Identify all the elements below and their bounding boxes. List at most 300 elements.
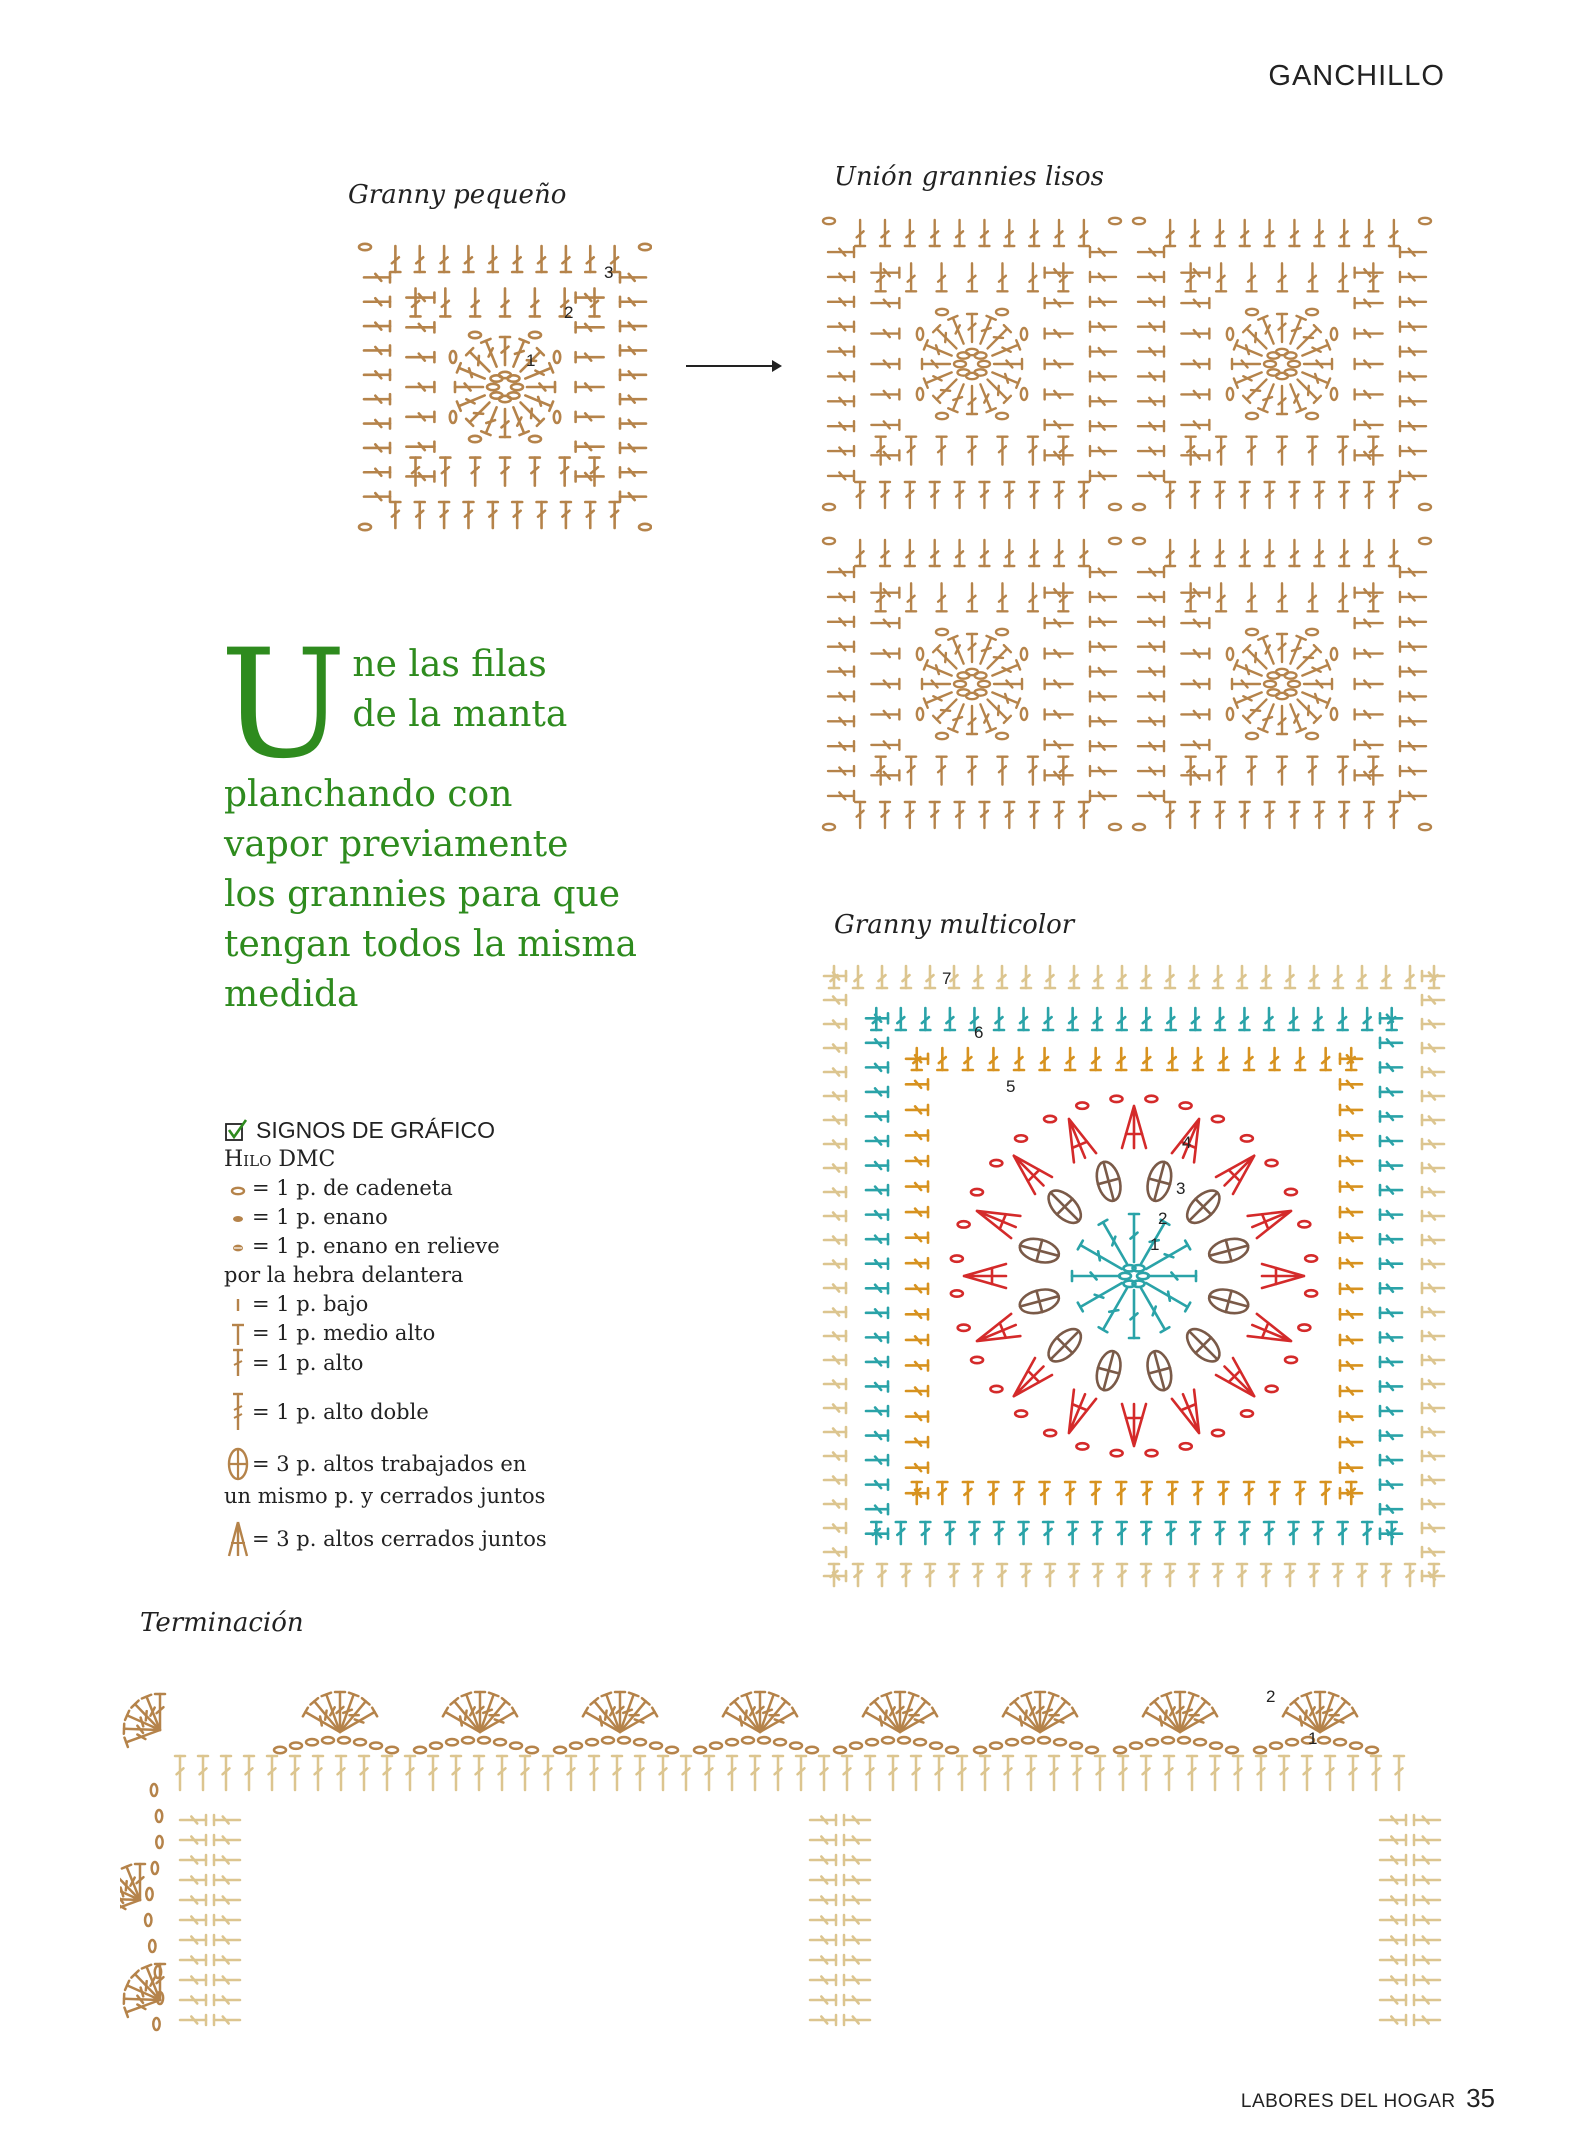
stitch-mark bbox=[992, 372, 1020, 387]
stitch-mark bbox=[1045, 740, 1073, 750]
stitch-mark bbox=[336, 1756, 346, 1790]
stitch-mark bbox=[1166, 1008, 1176, 1030]
granny-small-label-2: 2 bbox=[564, 303, 574, 322]
chain-mark bbox=[1076, 1102, 1088, 1108]
chain-mark bbox=[1111, 1450, 1123, 1456]
stitch-mark bbox=[1400, 642, 1426, 652]
stitch-mark bbox=[997, 437, 1007, 465]
stitch-mark bbox=[411, 458, 421, 486]
stitch-mark bbox=[866, 1381, 888, 1391]
stitch-mark bbox=[1014, 1048, 1024, 1070]
stitch-mark bbox=[1400, 421, 1426, 431]
stitch-mark bbox=[1165, 802, 1175, 828]
stitch-mark bbox=[1141, 966, 1151, 988]
chain-mark bbox=[1331, 708, 1337, 720]
chain-mark bbox=[1109, 824, 1121, 830]
stitch-mark bbox=[1164, 1756, 1174, 1790]
stitch-mark bbox=[1093, 1564, 1103, 1586]
stitch-mark bbox=[1069, 966, 1079, 988]
stitch-mark bbox=[1029, 482, 1039, 508]
stitch-mark bbox=[1068, 1008, 1078, 1030]
stitch-mark bbox=[866, 1308, 888, 1318]
stitch-mark bbox=[500, 337, 510, 365]
stitch-mark bbox=[1277, 386, 1287, 414]
stitch-mark bbox=[1381, 966, 1391, 988]
stitch-mark bbox=[451, 1756, 461, 1790]
stitch-mark bbox=[1355, 359, 1383, 369]
stitch-mark bbox=[1138, 371, 1164, 381]
stitch-mark bbox=[1295, 1482, 1305, 1504]
chain-mark bbox=[1306, 733, 1318, 739]
stitch-mark bbox=[842, 1756, 852, 1790]
stitch-mark bbox=[967, 706, 977, 734]
chain-mark bbox=[1130, 1742, 1142, 1748]
stitch-mark bbox=[1313, 1008, 1323, 1030]
stitch-mark bbox=[1338, 1008, 1348, 1030]
stitch-mark bbox=[828, 592, 854, 602]
quote-line: ne las filas bbox=[352, 644, 547, 685]
stitch-mark bbox=[214, 1935, 240, 1945]
stitch-mark bbox=[1422, 1403, 1444, 1413]
stitch-mark bbox=[1400, 691, 1426, 701]
chain-mark bbox=[1264, 361, 1276, 367]
stitch-mark bbox=[520, 1756, 530, 1790]
stitch-mark bbox=[1295, 1048, 1305, 1070]
stitch-mark bbox=[1234, 372, 1262, 387]
stitch-mark bbox=[1045, 649, 1073, 659]
stitch-mark bbox=[1079, 482, 1089, 508]
stitch-mark bbox=[906, 1207, 928, 1217]
legend-item bbox=[224, 1446, 644, 1482]
stitch-mark bbox=[1234, 340, 1262, 355]
stitch-mark bbox=[1355, 770, 1383, 780]
stitch-mark bbox=[1340, 1412, 1362, 1422]
legend-item-text: un mismo p. y cerrados juntos bbox=[224, 1484, 546, 1508]
stitch-mark bbox=[1028, 437, 1038, 465]
stitch-mark bbox=[973, 1564, 983, 1586]
stitch-mark bbox=[844, 1875, 870, 1885]
quote-line: los grannies para que bbox=[224, 874, 621, 915]
stitch-mark bbox=[1244, 1048, 1254, 1070]
stitch-mark bbox=[1181, 389, 1209, 399]
stitch-mark bbox=[1215, 540, 1225, 566]
stitch-mark bbox=[1244, 1482, 1254, 1504]
chain-mark bbox=[370, 1742, 382, 1748]
stitch-mark bbox=[364, 345, 390, 355]
stitch-mark bbox=[1380, 1357, 1402, 1367]
stitch-mark bbox=[866, 1406, 888, 1416]
stitch-mark bbox=[1333, 1564, 1343, 1586]
stitch-mark bbox=[979, 802, 989, 828]
stitch-mark bbox=[824, 1403, 846, 1413]
stitch-mark bbox=[906, 1182, 928, 1192]
chain-mark bbox=[634, 1739, 646, 1745]
stitch-mark bbox=[924, 372, 952, 387]
chain-mark bbox=[290, 1742, 302, 1748]
stitch-mark bbox=[828, 691, 854, 701]
granny-multi-label-4: 4 bbox=[1182, 1133, 1192, 1152]
stitch-mark bbox=[1414, 2015, 1440, 2025]
stitch-mark bbox=[180, 1855, 206, 1865]
stitch-mark bbox=[1240, 220, 1250, 246]
chain-mark bbox=[834, 1747, 846, 1753]
stitch-mark bbox=[620, 370, 646, 380]
stitch-mark bbox=[612, 1756, 622, 1790]
stitch-mark bbox=[1181, 268, 1209, 278]
chain-mark bbox=[1246, 413, 1258, 419]
stitch-mark bbox=[1380, 1406, 1402, 1416]
stitch-mark bbox=[828, 567, 854, 577]
stitch-mark bbox=[955, 540, 965, 566]
stitch-mark bbox=[537, 502, 547, 528]
stitch-mark bbox=[871, 298, 899, 308]
stitch-mark bbox=[1138, 791, 1164, 801]
stitch-mark bbox=[1045, 359, 1073, 369]
stitch-mark bbox=[543, 1756, 553, 1790]
stitch-mark bbox=[1090, 347, 1116, 357]
stitch-mark bbox=[1054, 482, 1064, 508]
stitch-mark bbox=[1090, 371, 1116, 381]
stitch-mark bbox=[828, 766, 854, 776]
stitch-mark bbox=[810, 1995, 836, 2005]
stitch-mark bbox=[773, 1756, 783, 1790]
stitch-mark bbox=[1355, 420, 1383, 430]
stitch-mark bbox=[1079, 802, 1089, 828]
decrease-mark bbox=[1005, 1147, 1052, 1194]
stitch-mark bbox=[415, 246, 425, 272]
stitch-mark bbox=[955, 482, 965, 508]
stitch-mark bbox=[1093, 966, 1103, 988]
chain-mark bbox=[1110, 1096, 1122, 1102]
chain-mark bbox=[1044, 1430, 1056, 1436]
stitch-mark bbox=[1422, 1451, 1444, 1461]
stitch-mark bbox=[828, 471, 854, 481]
stitch-mark bbox=[866, 1283, 888, 1293]
decrease-icon bbox=[225, 1519, 251, 1559]
stitch-mark bbox=[994, 1008, 1004, 1030]
stitch-mark bbox=[1400, 396, 1426, 406]
cluster-mark bbox=[1181, 1185, 1225, 1229]
stitch-mark bbox=[244, 1756, 254, 1790]
stitch-mark bbox=[1265, 220, 1275, 246]
granny-multi-label-7: 7 bbox=[942, 969, 952, 988]
legend-item-text: = 1 p. de cadeneta bbox=[252, 1176, 453, 1200]
stitch-mark bbox=[180, 1915, 206, 1925]
chain-mark bbox=[823, 504, 835, 510]
stitch-mark bbox=[1181, 770, 1209, 780]
chain-mark bbox=[978, 361, 990, 367]
chain-mark bbox=[1178, 1737, 1190, 1743]
stitch-mark bbox=[214, 1955, 240, 1965]
decrease-mark bbox=[1262, 1264, 1304, 1288]
stitch-mark bbox=[1218, 1048, 1228, 1070]
stitch-mark bbox=[1340, 1258, 1362, 1268]
stitch-mark bbox=[1368, 263, 1378, 291]
stitch-mark bbox=[1321, 1482, 1331, 1504]
chain-mark bbox=[446, 1739, 458, 1745]
chain-mark bbox=[1054, 1739, 1066, 1745]
stitch-mark bbox=[844, 1915, 870, 1925]
stitch-mark bbox=[1313, 1522, 1323, 1544]
stitch-mark bbox=[1321, 1048, 1331, 1070]
stitch-mark bbox=[855, 220, 865, 246]
caption-granny-small: Granny pequeño bbox=[348, 180, 567, 210]
shell-stitch-mark bbox=[590, 1698, 620, 1732]
stitch-mark bbox=[359, 1756, 369, 1790]
stitch-mark bbox=[1116, 1048, 1126, 1070]
stitch-mark bbox=[1138, 297, 1164, 307]
stitch-mark bbox=[994, 1522, 1004, 1544]
stitch-mark bbox=[1355, 649, 1383, 659]
stitch-mark bbox=[589, 288, 599, 316]
stitch-mark bbox=[906, 437, 916, 465]
stitch-mark bbox=[1165, 540, 1175, 566]
stitch-mark bbox=[824, 1067, 846, 1077]
stitch-mark bbox=[1380, 1332, 1402, 1342]
stitch-mark bbox=[1368, 583, 1378, 611]
chain-mark bbox=[951, 1290, 963, 1296]
chain-mark bbox=[742, 1737, 754, 1743]
chain-mark bbox=[936, 629, 948, 635]
stitch-mark bbox=[824, 995, 846, 1005]
stitch-mark bbox=[871, 588, 899, 598]
stitch-mark bbox=[537, 246, 547, 272]
stitch-mark bbox=[906, 1258, 928, 1268]
stitch-mark bbox=[1045, 679, 1073, 689]
chain-mark bbox=[823, 824, 835, 830]
stitch-mark bbox=[1019, 1522, 1029, 1544]
chain-mark bbox=[806, 1747, 818, 1753]
stitch-mark bbox=[470, 458, 480, 486]
double-crochet-icon bbox=[228, 1348, 248, 1378]
stitch-mark bbox=[866, 1161, 888, 1171]
stitch-mark bbox=[1355, 709, 1383, 719]
stitch-mark bbox=[1079, 540, 1089, 566]
chain-mark bbox=[1331, 328, 1337, 340]
stitch-mark bbox=[906, 1309, 928, 1319]
stitch-mark bbox=[1090, 766, 1116, 776]
decrease-mark bbox=[1122, 1404, 1146, 1446]
stitch-mark bbox=[1189, 1564, 1199, 1586]
stitch-mark bbox=[1216, 263, 1226, 291]
stitch-mark bbox=[1045, 770, 1073, 780]
stitch-mark bbox=[1422, 1283, 1444, 1293]
stitch-mark bbox=[1380, 1455, 1402, 1465]
stitch-mark bbox=[1414, 1815, 1440, 1825]
stitch-mark bbox=[973, 966, 983, 988]
stitch-mark bbox=[1004, 482, 1014, 508]
stitch-mark bbox=[824, 1019, 846, 1029]
stitch-mark bbox=[967, 386, 977, 414]
legend-item bbox=[224, 1203, 644, 1232]
stitch-mark bbox=[364, 492, 390, 502]
stitch-mark bbox=[620, 345, 646, 355]
stitch-mark bbox=[1422, 1187, 1444, 1197]
stitch-mark bbox=[364, 467, 390, 477]
stitch-mark bbox=[1187, 1756, 1197, 1790]
stitch-mark bbox=[906, 757, 916, 785]
stitch-mark bbox=[1339, 802, 1349, 828]
stitch-mark bbox=[866, 1504, 888, 1514]
chain-mark bbox=[494, 1739, 506, 1745]
stitch-mark bbox=[824, 1427, 846, 1437]
chain-mark bbox=[1021, 708, 1027, 720]
chain-mark bbox=[936, 733, 948, 739]
stitch-mark bbox=[1400, 322, 1426, 332]
stitch-mark bbox=[1355, 389, 1383, 399]
stitch-mark bbox=[828, 617, 854, 627]
stitch-mark bbox=[997, 583, 1007, 611]
stitch-mark bbox=[855, 802, 865, 828]
stitch-mark bbox=[455, 382, 483, 392]
stitch-mark bbox=[1355, 298, 1383, 308]
stitch-mark bbox=[945, 1522, 955, 1544]
stitch-mark bbox=[906, 1233, 928, 1243]
stitch-mark bbox=[1414, 1955, 1440, 1965]
chain-mark bbox=[1288, 681, 1300, 687]
cluster-mark bbox=[1017, 1286, 1061, 1318]
legend-item bbox=[224, 1482, 644, 1511]
stitch-mark bbox=[1054, 540, 1064, 566]
chain-mark bbox=[151, 1784, 157, 1796]
stitch-mark bbox=[1240, 802, 1250, 828]
shell-stitch-mark bbox=[1290, 1698, 1320, 1732]
stitch-mark bbox=[828, 667, 854, 677]
chain-mark bbox=[1366, 1747, 1378, 1753]
stitch-mark bbox=[948, 636, 963, 664]
chain-mark bbox=[1015, 1135, 1027, 1141]
stitch-mark bbox=[828, 347, 854, 357]
chain-mark bbox=[1334, 1739, 1346, 1745]
stitch-mark bbox=[1340, 1207, 1362, 1217]
stitch-mark bbox=[440, 458, 450, 486]
stitch-mark bbox=[905, 482, 915, 508]
stitch-mark bbox=[1340, 1463, 1362, 1473]
stitch-mark bbox=[1181, 420, 1209, 430]
stitch-mark bbox=[955, 802, 965, 828]
stitch-mark bbox=[1193, 1048, 1203, 1070]
stitch-mark bbox=[1422, 1235, 1444, 1245]
stitch-mark bbox=[880, 802, 890, 828]
stitch-mark bbox=[1340, 1309, 1362, 1319]
stitch-mark bbox=[1364, 802, 1374, 828]
chain-mark bbox=[1076, 1443, 1088, 1449]
caption-granny-join: Unión grannies lisos bbox=[834, 162, 1104, 192]
stitch-mark bbox=[1247, 437, 1257, 465]
chain-mark bbox=[570, 1742, 582, 1748]
stitch-mark bbox=[1380, 2015, 1406, 2025]
stitch-mark bbox=[1340, 1386, 1362, 1396]
stitch-mark bbox=[896, 1008, 906, 1030]
stitch-mark bbox=[911, 1756, 921, 1790]
chain-mark bbox=[1227, 388, 1233, 400]
stitch-mark bbox=[566, 1756, 576, 1790]
stitch-mark bbox=[1045, 966, 1055, 988]
stitch-mark bbox=[406, 293, 434, 303]
decrease-mark bbox=[1005, 1358, 1052, 1405]
stitch-mark bbox=[1165, 220, 1175, 246]
stitch-mark bbox=[500, 409, 510, 437]
cluster-mark bbox=[1206, 1286, 1250, 1318]
stitch-mark bbox=[1340, 1360, 1362, 1370]
chain-mark bbox=[882, 1737, 894, 1743]
stitch-mark bbox=[406, 382, 434, 392]
stitch-mark bbox=[1414, 1875, 1440, 1885]
chain-mark bbox=[1133, 504, 1145, 510]
chain-mark bbox=[946, 1747, 958, 1753]
stitch-mark bbox=[1400, 247, 1426, 257]
stitch-mark bbox=[906, 1130, 928, 1140]
stitch-mark bbox=[474, 1756, 484, 1790]
chain-mark bbox=[726, 1739, 738, 1745]
stitch-mark bbox=[934, 1756, 944, 1790]
stitch-mark bbox=[1090, 592, 1116, 602]
stitch-mark bbox=[1355, 679, 1383, 689]
chain-mark bbox=[1419, 218, 1431, 224]
stitch-mark bbox=[855, 482, 865, 508]
stitch-mark bbox=[828, 322, 854, 332]
stitch-mark bbox=[1357, 1564, 1367, 1586]
stitch-mark bbox=[500, 458, 510, 486]
stitch-mark bbox=[1181, 329, 1209, 339]
chain-mark bbox=[936, 309, 948, 315]
stitch-mark bbox=[428, 1756, 438, 1790]
stitch-mark bbox=[1040, 1048, 1050, 1070]
chain-mark bbox=[1210, 1742, 1222, 1748]
chain-mark bbox=[529, 332, 541, 338]
stitch-mark bbox=[1405, 966, 1415, 988]
stitch-mark bbox=[866, 1136, 888, 1146]
stitch-mark bbox=[1355, 450, 1383, 460]
stitch-mark bbox=[1116, 1482, 1126, 1504]
stitch-mark bbox=[1138, 766, 1164, 776]
stitch-mark bbox=[992, 660, 1020, 675]
stitch-mark bbox=[1414, 1975, 1440, 1985]
legend-item-text: = 1 p. alto doble bbox=[252, 1399, 429, 1424]
stitch-mark bbox=[844, 1995, 870, 2005]
stitch-mark bbox=[1090, 272, 1116, 282]
stitch-mark bbox=[1400, 272, 1426, 282]
stitch-mark bbox=[1181, 588, 1209, 598]
stitch-mark bbox=[457, 363, 485, 378]
stitch-mark bbox=[1368, 757, 1378, 785]
stitch-mark bbox=[1186, 583, 1196, 611]
stitch-mark bbox=[1290, 316, 1305, 344]
half-double-crochet-icon bbox=[228, 1321, 248, 1347]
stitch-mark bbox=[1090, 297, 1116, 307]
stitch-mark bbox=[1216, 437, 1226, 465]
stitch-mark bbox=[1261, 966, 1271, 988]
stitch-mark bbox=[1189, 966, 1199, 988]
stitch-mark bbox=[576, 471, 604, 481]
stitch-mark bbox=[1234, 692, 1262, 707]
granny-small-diagram bbox=[352, 238, 652, 546]
stitch-mark bbox=[406, 412, 434, 422]
shell-stitch-mark bbox=[1320, 1698, 1350, 1732]
stitch-mark bbox=[525, 395, 553, 410]
chain-mark bbox=[1350, 1742, 1362, 1748]
chain-mark bbox=[152, 1862, 158, 1874]
chain-mark bbox=[354, 1739, 366, 1745]
stitch-mark bbox=[980, 636, 995, 664]
stitch-mark bbox=[824, 1091, 846, 1101]
stitch-mark bbox=[1405, 1564, 1415, 1586]
legend-item bbox=[224, 1232, 644, 1261]
stitch-mark bbox=[1193, 1482, 1203, 1504]
stitch-mark bbox=[1277, 757, 1287, 785]
stitch-mark bbox=[1400, 766, 1426, 776]
legend-item bbox=[224, 1348, 644, 1378]
